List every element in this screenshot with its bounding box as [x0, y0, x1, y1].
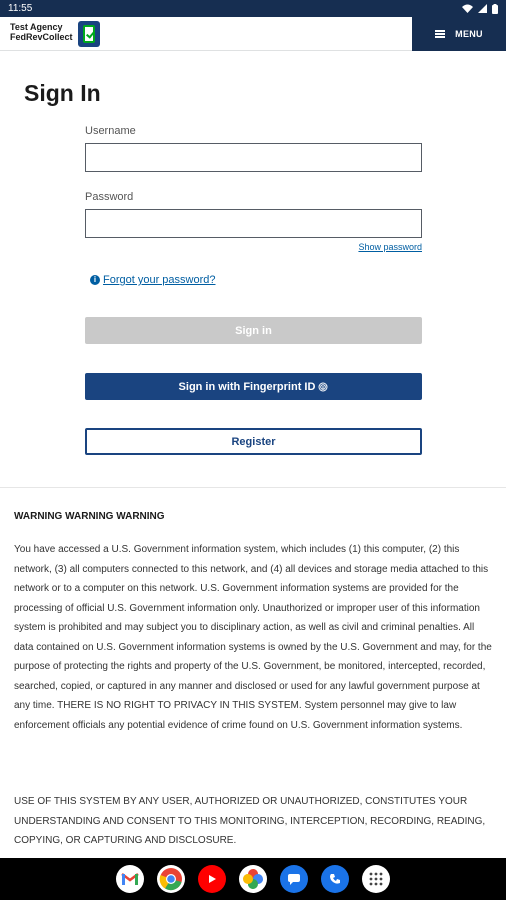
chrome-icon[interactable] [157, 865, 185, 893]
youtube-icon[interactable] [198, 865, 226, 893]
warning-title: WARNING WARNING WARNING [14, 511, 165, 522]
forgot-password-link[interactable]: Forgot your password? [103, 274, 216, 286]
fingerprint-label: Sign in with Fingerprint ID [178, 380, 316, 393]
status-bar [0, 0, 506, 17]
status-time: 11:55 [8, 3, 33, 14]
fingerprint-sign-in-button[interactable] [85, 373, 422, 400]
battery-icon [492, 4, 498, 14]
logo-line2: FedRevCollect [10, 32, 73, 42]
agency-logo[interactable] [10, 22, 73, 42]
register-button[interactable] [85, 428, 422, 455]
gmail-icon[interactable] [116, 865, 144, 893]
menu-button[interactable] [412, 17, 506, 51]
sign-in-button[interactable] [85, 317, 422, 344]
fingerprint-icon [318, 382, 328, 392]
phone-check-icon [78, 21, 100, 47]
info-icon: i [90, 275, 100, 285]
section-divider [0, 487, 506, 488]
show-password-link[interactable]: Show password [358, 242, 422, 252]
signal-icon [478, 4, 487, 13]
password-label: Password [85, 191, 134, 203]
messages-icon[interactable] [280, 865, 308, 893]
menu-label: MENU [455, 29, 483, 39]
wifi-icon [462, 4, 473, 13]
app-dock [0, 858, 506, 900]
page-title: Sign In [24, 80, 101, 106]
hamburger-icon [435, 30, 445, 38]
warning-paragraph-1: You have accessed a U.S. Government information system, which includes (1) this computer, (2) this network, (3) all computers connected to this network, and (4) all devices and storage media attached to this network or to a computer on this network. U.S. Government information systems are provided for the processing of official U.S. Government information only. Unauthorized or improper user of this information system is prohibited and may subject you to disciplinary action, as well as civil and criminal penalties. All data contained on U.S. Government information systems is owned by the U.S. Government and may, for the purpose of protecting the rights and property of the U.S. Government, be monitored, intercepted, recorded, searched, copied, or captured in any manner and disclosed or used for any lawful government purpose at any time. THERE IS NO RIGHT TO PRIVACY IN THIS SYSTEM. System personnel may give to law enforcement officials any potential evidence of crime found on U.S. Government information systems. [14, 544, 492, 731]
phone-icon[interactable] [321, 865, 349, 893]
sign-in-label: Sign in [235, 324, 272, 337]
warning-paragraph-2: USE OF THIS SYSTEM BY ANY USER, AUTHORIZED OR UNAUTHORIZED, CONSTITUTES YOUR UNDERSTANDING AND CONSENT TO THIS MONITORING, INTERCEPTION, RECORDING, READING, COPYING, OR CAPTURING AND DISCLOSURE. [14, 796, 486, 846]
app-drawer-icon[interactable] [362, 865, 390, 893]
logo-line1: Test Agency [10, 22, 63, 32]
register-label: Register [231, 435, 276, 448]
username-label: Username [85, 125, 136, 137]
password-input[interactable] [85, 209, 422, 238]
site-header [0, 17, 506, 51]
status-icons [462, 4, 498, 14]
photos-icon[interactable] [239, 865, 267, 893]
username-input[interactable] [85, 143, 422, 172]
forgot-password[interactable] [90, 274, 216, 286]
